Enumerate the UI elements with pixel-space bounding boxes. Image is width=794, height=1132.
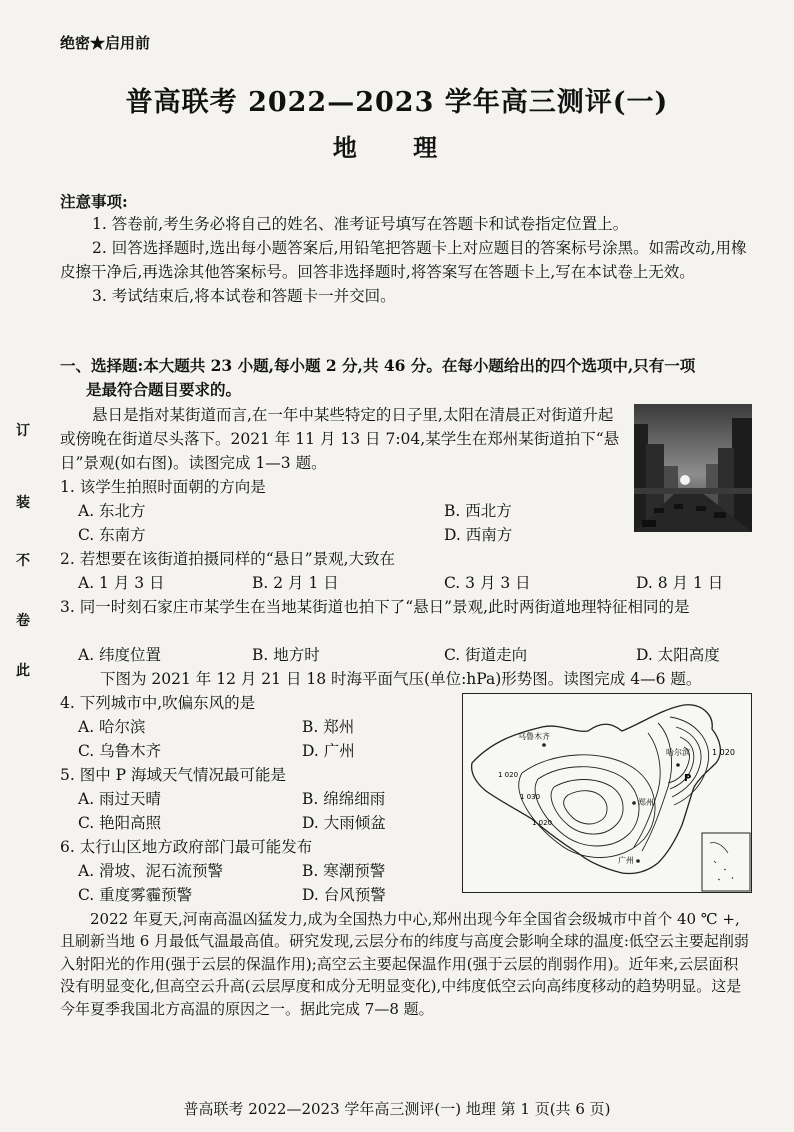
q3-option-a[interactable]: A. 纬度位置	[78, 646, 162, 664]
q1-option-b[interactable]: B. 西北方	[444, 502, 512, 520]
intro-q4-6: 下图为 2021 年 12 月 21 日 18 时海平面气压(单位:hPa)形势图。读图完成 4—6 题。	[100, 670, 702, 688]
binding-char: 订	[16, 423, 30, 439]
q2-option-b[interactable]: B. 2 月 1 日	[252, 574, 339, 592]
map-label-1030: 1 030	[520, 793, 541, 801]
notice-item: 2. 回答选择题时,选出每小题答案后,用铅笔把答题卡上对应题目的答案标号涂黑。如需改动,用橡皮擦干净后,再选涂其他答案标号。回答非选择题时,将答案写在答题卡上,写在本试卷上无效。	[60, 239, 747, 281]
map-label-1020-ne: 1 020	[712, 748, 735, 757]
question-2: 2. 若想要在该街道拍摄同样的“悬日”景观,大致在	[60, 550, 395, 568]
q5-option-b[interactable]: B. 绵绵细雨	[302, 790, 386, 808]
map-label-1020-w: 1 020	[498, 771, 519, 779]
q4-option-c[interactable]: C. 乌鲁木齐	[78, 742, 162, 760]
q3-option-b[interactable]: B. 地方时	[252, 646, 320, 664]
q5-option-d[interactable]: D. 大雨倾盆	[302, 814, 386, 832]
q5-option-a[interactable]: A. 雨过天晴	[78, 790, 162, 808]
map-label-urumqi: 乌鲁木齐	[518, 732, 550, 741]
q2-option-a[interactable]: A. 1 月 3 日	[78, 574, 165, 592]
q6-option-b[interactable]: B. 寒潮预警	[302, 862, 386, 880]
map-label-guangzhou: 广州	[618, 856, 634, 865]
q3-option-d[interactable]: D. 太阳高度	[636, 646, 720, 664]
binding-char: 装	[16, 495, 30, 511]
question-4: 4. 下列城市中,吹偏东风的是	[60, 694, 256, 712]
map-label-1020-s: 1 020	[532, 819, 553, 827]
q3-option-c[interactable]: C. 街道走向	[444, 646, 528, 664]
section-line-2: 是最符合题目要求的。	[86, 380, 242, 399]
question-1: 1. 该学生拍照时面朝的方向是	[60, 478, 266, 496]
q1-option-c[interactable]: C. 东南方	[78, 526, 146, 544]
binding-char: 此	[16, 663, 30, 679]
binding-char: 卷	[16, 613, 30, 629]
q1-option-d[interactable]: D. 西南方	[444, 526, 513, 544]
q4-option-a[interactable]: A. 哈尔滨	[78, 718, 146, 736]
q4-option-b[interactable]: B. 郑州	[302, 718, 355, 736]
question-5: 5. 图中 P 海域天气情况最可能是	[60, 766, 286, 784]
exam-title: 普高联考 2022—2023 学年高三测评(一)	[125, 87, 669, 118]
q5-option-c[interactable]: C. 艳阳高照	[78, 814, 162, 832]
map-label-harbin: 哈尔滨	[666, 748, 690, 757]
section-heading	[60, 354, 752, 402]
notice-item: 1. 答卷前,考生务必将自己的姓名、准考证号填写在答题卡和试卷指定位置上。	[92, 215, 629, 233]
page-footer: 普高联考 2022—2023 学年高三测评(一) 地理 第 1 页(共 6 页)	[183, 1100, 611, 1118]
sea-level-pressure-map	[462, 693, 752, 893]
q4-option-d[interactable]: D. 广州	[302, 742, 355, 760]
sunrise-street-photo	[634, 404, 752, 532]
q6-option-a[interactable]: A. 滑坡、泥石流预警	[78, 862, 224, 880]
q6-option-c[interactable]: C. 重度雾霾预警	[78, 886, 193, 904]
binding-char: 不	[16, 553, 30, 569]
question-6: 6. 太行山区地方政府部门最可能发布	[60, 838, 313, 856]
question-3: 3. 同一时刻石家庄市某学生在当地某街道也拍下了“悬日”景观,此时两街道地理特征相同的是	[60, 598, 690, 616]
q2-option-d[interactable]: D. 8 月 1 日	[636, 574, 724, 592]
confidential-label: 绝密★启用前	[60, 34, 151, 52]
q6-option-d[interactable]: D. 台风预警	[302, 886, 386, 904]
q1-option-a[interactable]: A. 东北方	[78, 502, 146, 520]
notice-block	[60, 212, 750, 308]
section-line-1: 一、选择题:本大题共 23 小题,每小题 2 分,共 46 分。在每小题给出的四个选项中,只有一项	[60, 356, 696, 375]
q2-option-c[interactable]: C. 3 月 3 日	[444, 574, 531, 592]
intro-q1-3: 悬日是指对某街道而言,在一年中某些特定的日子里,太阳在清晨正对街道升起或傍晚在街道尽头落下。2021 年 11 月 13 日 7:04,某学生在郑州某街道拍下“悬日”景观(如右图)。读图完成 1—3 题。	[60, 406, 620, 472]
notice-heading: 注意事项:	[60, 192, 128, 211]
notice-item: 3. 考试结束后,将本试卷和答题卡一并交回。	[92, 287, 396, 305]
map-label-zhengzhou: 郑州	[638, 798, 654, 807]
subject-title: 地 理	[332, 133, 462, 162]
map-label-p: P	[684, 773, 692, 784]
passage-q7-8: 2022 年夏天,河南高温凶猛发力,成为全国热力中心,郑州出现今年全国省会级城市中首个 40 ℃ +,且刷新当地 6 月最低气温最高值。研究发现,云层分布的纬度与高度会影响全球的温度:低空云主要起削弱入射阳光的作用(强于云层的保温作用);高空云主要起保温作用(强于云层的削弱作用)。近年来,云层面积没有明显变化,但高空云升高(云层厚度和成分无明显变化),中纬度低空云向高纬度移动的趋势明显。这是今年夏季我国北方高温的原因之一。据此完成 7—8 题。	[60, 910, 749, 1018]
